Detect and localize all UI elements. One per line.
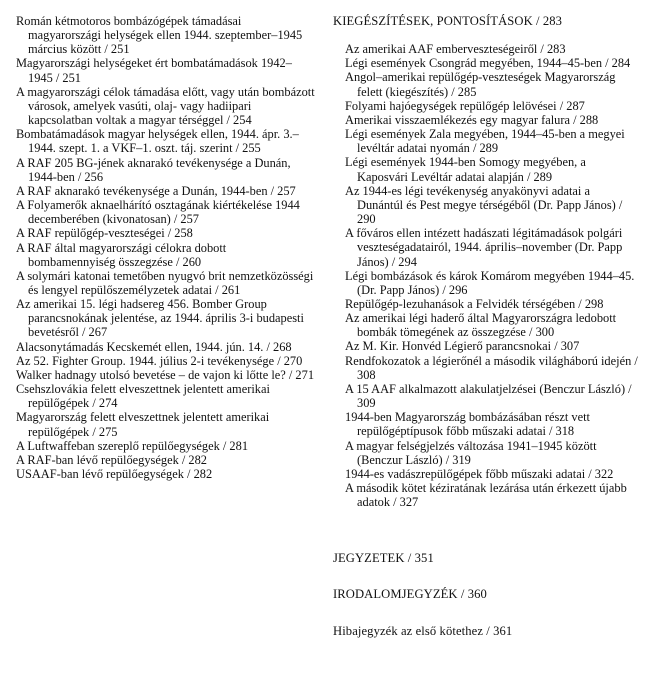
toc-entry: Légi események 1944-ben Somogy megyében, a Kaposvári Levéltár adatai alapján / 289 <box>345 155 586 184</box>
toc-entry: USAAF-ban lévő repülőegységek / 282 <box>16 467 213 481</box>
toc-entry: A RAF által magyarországi célokra dobott bombamennyiség összegzése / 260 <box>16 240 227 269</box>
toc-entry: 1944-es vadászrepülőgépek főbb műszaki adatai / 322 <box>345 466 614 481</box>
toc-entry: A RAF-ban lévő repülőegységek / 282 <box>16 452 207 467</box>
toc-entry: Légi bombázások és károk Komárom megyében 1944–45. (Dr. Papp János) / 296 <box>345 268 635 297</box>
toc-entry: Az 52. Fighter Group. 1944. július 2-i tevékenysége / 270 <box>16 353 303 368</box>
toc-entry: A 15 AAF alkalmazott alakulatjelzései (Benczur László) / 309 <box>345 381 632 411</box>
toc-entry: A magyar felségjelzés változása 1941–1945 között (Benczur László) / 319 <box>345 438 597 467</box>
toc-entry: A RAF aknarakó tevékenysége a Dunán, 1944-ben / 257 <box>16 183 296 198</box>
section-heading-jegyzetek: JEGYZETEK / 351 <box>333 551 434 566</box>
toc-entry: Alacsonytámadás Kecskemét ellen, 1944. jún. 14. / 268 <box>16 339 292 354</box>
toc-entry: Walker hadnagy utolsó bevetése – de vajon ki lőtte le? / 271 <box>16 367 315 382</box>
toc-right-column <box>333 14 638 638</box>
toc-entry: Légi események Zala megyében, 1944–45-ben a megyei levéltár adatai nyomán / 289 <box>345 127 625 156</box>
toc-entry: Folyami hajóegységek repülőgép lelövései / 287 <box>345 98 585 113</box>
toc-entry: A Folyamerők aknaelhárító osztagának kiértékelése 1944 decemberében (kivonatosan) / 257 <box>16 198 300 227</box>
toc-entry: Az 1944-es légi tevékenység anyakönyvi adatai a Dunántúl és Pest megye térségéből (Dr. Papp János) / 290 <box>345 183 623 227</box>
toc-entry: Repülőgép-lezuhanások a Felvidék térségében / 298 <box>345 296 604 311</box>
toc-entry: Az M. Kir. Honvéd Légierő parancsnokai / 307 <box>345 339 580 354</box>
toc-entry: Román kétmotoros bombázógépek támadásai magyarországi helységek ellen 1944. szeptember–1945 március között / 251 <box>16 14 303 57</box>
section-heading-hibajegyzek: Hibajegyzék az első kötethez / 361 <box>333 623 513 638</box>
toc-entry: Amerikai visszaemlékezés egy magyar falura / 288 <box>345 112 599 127</box>
toc-entry: A solymári katonai temetőben nyugvó brit nemzetközösségi és lengyel repülőszemélyzetek adatai / 261 <box>16 268 314 297</box>
toc-entry: Az amerikai légi haderő által Magyarországra ledobott bombák tömegének az összegzése / 300 <box>345 311 617 340</box>
toc-entry: Az amerikai 15. légi hadsereg 456. Bomber Group parancsnokának jelentése, az 1944. április 3-i budapesti bevetésről / 267 <box>16 297 304 340</box>
toc-entry: Csehszlovákia felett elveszettnek jelentett amerikai repülőgépek / 274 <box>16 382 270 411</box>
toc-entry: A második kötet kéziratának lezárása után érkezett újabb adatok / 327 <box>345 481 627 510</box>
toc-entry: Bombatámadások magyar helységek ellen, 1944. ápr. 3.–1944. szept. 1. a VKF–1. oszt. táj. szerint / 255 <box>16 127 299 156</box>
toc-entry: A RAF repülőgép-veszteségei / 258 <box>16 226 193 241</box>
toc-entry: Rendfokozatok a légierőnél a második világháború idején / 308 <box>345 353 638 382</box>
toc-entry: Magyarország felett elveszettnek jelentett amerikai repülőgépek / 275 <box>16 410 270 439</box>
toc-entry: Légi események Csongrád megyében, 1944–45-ben / 284 <box>345 56 631 71</box>
toc-entry: Angol–amerikai repülőgép-veszteségek Magyarország felett (kiegészítés) / 285 <box>345 70 616 99</box>
toc-left-column <box>16 14 316 481</box>
toc-entry: A magyarországi célok támadása előtt, vagy után bombázott városok, amelyek vasúti, olaj- vagy hadiipari kapcsolatban voltak a magyar térséggel / 254 <box>16 84 315 128</box>
toc-entry: A főváros ellen intézett hadászati légitámadások polgári veszteségadatairól, 1944. április–november (Dr. Papp János) / 294 <box>345 226 623 269</box>
toc-entry: A RAF 205 BG-jének aknarakó tevékenysége a Dunán, 1944-ben / 256 <box>16 155 291 184</box>
toc-entry: Magyarországi helységeket ért bombatámadások 1942–1945 / 251 <box>16 56 292 85</box>
section-heading-kiegeszitesek: KIEGÉSZÍTÉSEK, PONTOSÍTÁSOK / 283 <box>333 14 563 28</box>
section-heading-irodalomjegyzek: IRODALOMJEGYZÉK / 360 <box>333 587 487 602</box>
toc-entry: Az amerikai AAF emberveszteségeiről / 283 <box>345 42 566 57</box>
toc-entry: 1944-ben Magyarország bombázásában részt vett repülőgéptípusok főbb műszaki adatai / 318 <box>345 410 590 439</box>
toc-entry: A Luftwaffeban szereplő repülőegységek / 281 <box>16 438 249 453</box>
